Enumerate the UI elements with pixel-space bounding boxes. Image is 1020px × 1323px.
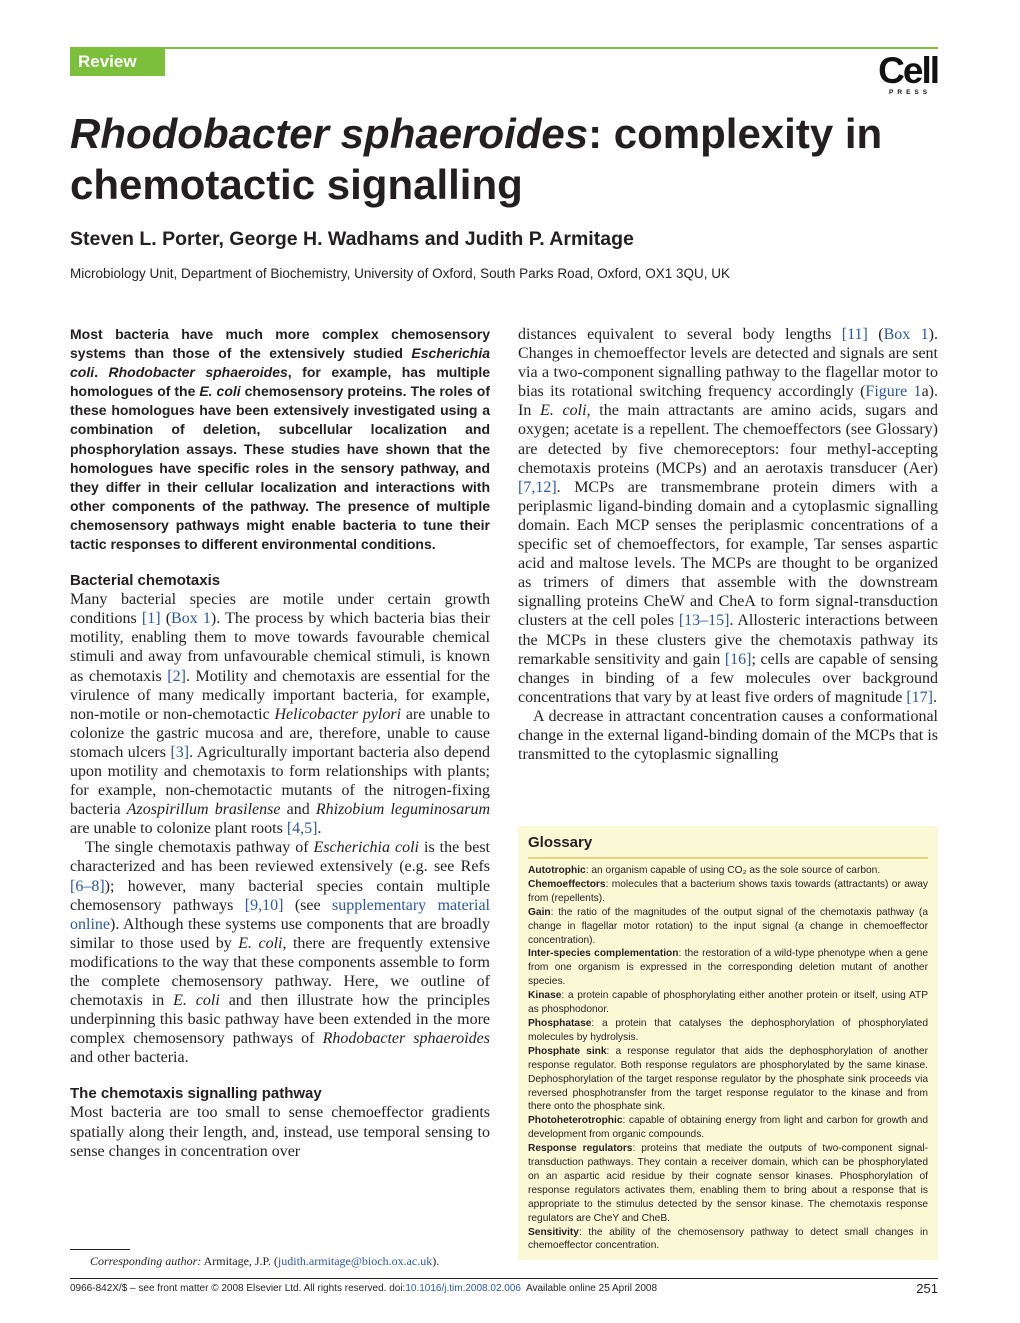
author-list: Steven L. Porter, George H. Wadhams and Judith P. Armitage: [70, 228, 634, 250]
glossary-definition: : a protein that catalyses the dephosphorylation of phosphorylated molecules by hydrolysis.: [528, 1017, 928, 1043]
glossary-entry: [528, 878, 928, 906]
article-type-badge: Review: [70, 48, 165, 76]
glossary-term: Chemoeffectors: [528, 878, 606, 890]
glossary-definition: : the ratio of the magnitudes of the output signal of the chemotaxis pathway (a change in flagellar motor rotation) to the input signal (a change in chemoeffector concentration).: [528, 906, 928, 946]
glossary-entry: [528, 989, 928, 1017]
citation-link[interactable]: [3]: [170, 743, 190, 761]
glossary-entry: [528, 1017, 928, 1045]
citation-link[interactable]: [9,10]: [244, 896, 284, 914]
logo-main: Cell: [878, 50, 938, 91]
glossary-box: [518, 826, 938, 1260]
box-link[interactable]: Box 1: [883, 326, 929, 343]
left-column: [70, 325, 490, 1161]
doi-link[interactable]: 10.1016/j.tim.2008.02.006: [405, 1283, 521, 1294]
citation-link[interactable]: [17]: [906, 688, 933, 706]
glossary-definition: : molecules that a bacterium shows taxis towards (attractants) or away from (repellents).: [528, 878, 928, 904]
glossary-entry: [528, 1114, 928, 1142]
citation-link[interactable]: [1]: [141, 610, 161, 628]
glossary-entry: [528, 864, 928, 878]
glossary-title: Glossary: [528, 834, 928, 859]
glossary-entry: [528, 947, 928, 989]
footer-rule: [70, 1278, 938, 1279]
section-heading-bacterial-chemotaxis: Bacterial chemotaxis: [70, 572, 221, 590]
glossary-definition: : an organism capable of using CO₂ as the sole source of carbon.: [585, 865, 881, 876]
figure-link[interactable]: Figure 1: [865, 383, 922, 401]
page-number: 251: [916, 1281, 938, 1296]
glossary-entry: [528, 1045, 928, 1115]
footer-info: 0966-842X/$ – see front matter © 2008 Elsevier Ltd. All rights reserved. doi:10.1016/j.tim.2008.02.006 Available online 25 April 2008: [70, 1283, 658, 1294]
glossary-term: Gain: [528, 906, 551, 918]
abstract: Most bacteria have much more complex chemosensory systems than those of the extensively studied Escherichia coli. Rhodobacter sphaeroides, for example, has multiple homologues of the E. coli chemosensory proteins. The roles of these homologues have been extensively investigated using a combination of deletion, subcellular localization and phosphorylation assays. These studies have shown that the homologues have specific roles in the sensory pathway, and they differ in their cellular localization and interactions with other components of the pathway. The presence of multiple chemosensory pathways might enable bacteria to tune their tactic responses to different environmental conditions.: [70, 326, 490, 553]
title-rest: : complexity in chemotactic signalling: [70, 110, 883, 208]
logo-sub: PRESS: [889, 89, 932, 96]
citation-link[interactable]: [2]: [167, 667, 186, 685]
glossary-definition: : a response regulator that aids the dephosphorylation of another response regulator. Both response regulators are phosphorylated by the same kinase. Dephosphorylation of the target response regulator by the phosphate sink proceeds via reversed phosphotransfer from the target response regulator to the kinase and from there onto the phosphate sink.: [528, 1045, 928, 1113]
right-column: [518, 325, 938, 764]
glossary-term: Sensitivity: [528, 1226, 579, 1238]
glossary-term: Inter-species complementation: [528, 948, 679, 960]
citation-link[interactable]: [6–8]: [70, 877, 105, 895]
footnote-rule: [70, 1249, 130, 1250]
glossary-entry: [528, 1226, 928, 1254]
glossary-definition: : a protein capable of phosphorylating either another protein or itself, using ATP as phosphodonor.: [528, 990, 928, 1016]
corresponding-author-footnote: Corresponding author: Armitage, J.P. (judith.armitage@bioch.ox.ac.uk).: [90, 1254, 440, 1268]
glossary-list: [528, 864, 928, 1253]
glossary-definition: : capable of obtaining energy from light and carbon for growth and development from organic compounds.: [528, 1115, 928, 1141]
citation-link[interactable]: [4,5]: [286, 820, 318, 838]
glossary-term: Photoheterotrophic: [528, 1115, 623, 1127]
glossary-term: Phosphate sink: [528, 1045, 607, 1057]
paragraph: A decrease in attractant concentration causes a conformational change in the external ligand-binding domain of the MCPs that is transmitted to the cytoplasmic signalling: [518, 707, 938, 764]
glossary-entry: [528, 1142, 928, 1225]
article-title: [70, 108, 950, 210]
paragraph: The single chemotaxis pathway of Escherichia coli is the best characterized and has been reviewed extensively (e.g. see Refs [6–8]); however, many bacterial species contain multiple chemosensory pathways [9,10] (see supplementary material online). Although these systems use components that are broadly similar to those used by E. coli, there are frequently extensive modifications to the way that these components assemble to form the complete chemosensory pathway. Here, we outline of chemotaxis in E. coli and then illustrate how the principles underpinning this basic pathway have been extended in the more complex chemosensory pathways of Rhodobacter sphaeroides and other bacteria.: [70, 839, 491, 1067]
glossary-definition: : the restoration of a wild-type phenotype when a gene from one organism is expressed in the corresponding deletion mutant of another species.: [528, 948, 928, 988]
paragraph: distances equivalent to several body lengths [11] (Box 1). Changes in chemoeffector levels are detected and signals are sent via a two-component signalling pathway to the flagellar motor to bias its rotational switching frequency accordingly (Figure 1a). In E. coli, the main attractants are amino acids, sugars and oxygen; acetate is a repellent. The chemoeffectors (see Glossary) are detected by five chemoreceptors: four methyl-accepting chemotaxis proteins (MCPs) and an aerotaxis transducer (Aer) [7,12]. MCPs are transmembrane protein dimers with a periplasmic ligand-binding domain and a cytoplasmic signalling domain. Each MCP senses the periplasmic concentrations of a specific set of chemoeffectors, for example, Tar senses aspartic acid and maltose levels. The MCPs are thought to be organized as trimers of dimers that assemble with the downstream signalling proteins CheW and CheA to form signal-transduction clusters at the cell poles [13–15]. Allosteric interactions between the MCPs in these clusters give the chemotaxis pathway its remarkable sensitivity and gain [16]; cells are capable of sensing changes in binding of a few molecules over background concentrations that vary by at least five orders of magnitude [17].: [518, 326, 939, 706]
glossary-entry: [528, 906, 928, 948]
paragraph: Most bacteria are too small to sense chemoeffector gradients spatially along their length, and, instead, use temporal sensing to sense changes in concentration over: [70, 1104, 490, 1160]
citation-link[interactable]: [11]: [841, 326, 868, 343]
glossary-term: Kinase: [528, 990, 562, 1002]
glossary-term: Autotrophic: [528, 865, 586, 876]
author-email-link[interactable]: judith.armitage@bioch.ox.ac.uk: [277, 1254, 433, 1268]
glossary-term: Phosphatase: [528, 1017, 592, 1029]
title-species: Rhodobacter sphaeroides: [70, 110, 589, 157]
affiliation: Microbiology Unit, Department of Biochemistry, University of Oxford, South Parks Road, Oxford, OX1 3QU, UK: [70, 266, 730, 281]
glossary-definition: : the ability of the chemosensory pathway to detect small changes in chemoeffector concentration.: [528, 1226, 928, 1252]
paragraph: Many bacterial species are motile under certain growth conditions [1] (Box 1). The process by which bacteria bias their motility, enabling them to move towards favourable chemical stimuli and away from unfavourable chemical stimuli, is known as chemotaxis [2]. Motility and chemotaxis are essential for the virulence of many medically important bacteria, for example, non-motile or non-chemotactic Helicobacter pylori are unable to colonize the gastric mucosa and are, therefore, unable to cause stomach ulcers [3]. Agriculturally important bacteria also depend upon motility and chemotaxis to form relationships with plants; for example, non-chemotactic mutants of the nitrogen-fixing bacteria Azospirillum brasilense and Rhizobium leguminosarum are unable to colonize plant roots [4,5].: [70, 591, 491, 838]
cell-press-logo: [878, 50, 938, 96]
glossary-definition: : proteins that mediate the outputs of two-component signal-transduction pathways. They contain a receiver domain, which can be phosphorylated on an aspartic acid residue by their cognate sensor kinases. Phosphorylation of response regulators activates them, enabling them to bring about a response that is appropriate to the stimulus detected by the sensor kinase. The chemotaxis response regulators are CheY and CheB.: [528, 1143, 928, 1224]
supplementary-link[interactable]: supplementary material online: [70, 896, 490, 933]
citation-link[interactable]: [13–15]: [678, 612, 730, 630]
header-rule: [70, 47, 938, 49]
section-heading-signalling-pathway: The chemotaxis signalling pathway: [70, 1085, 322, 1103]
glossary-term: Response regulators: [528, 1143, 633, 1155]
citation-link[interactable]: [7,12]: [518, 478, 557, 496]
box-link[interactable]: Box 1: [171, 610, 211, 628]
citation-link[interactable]: [16]: [724, 650, 752, 668]
